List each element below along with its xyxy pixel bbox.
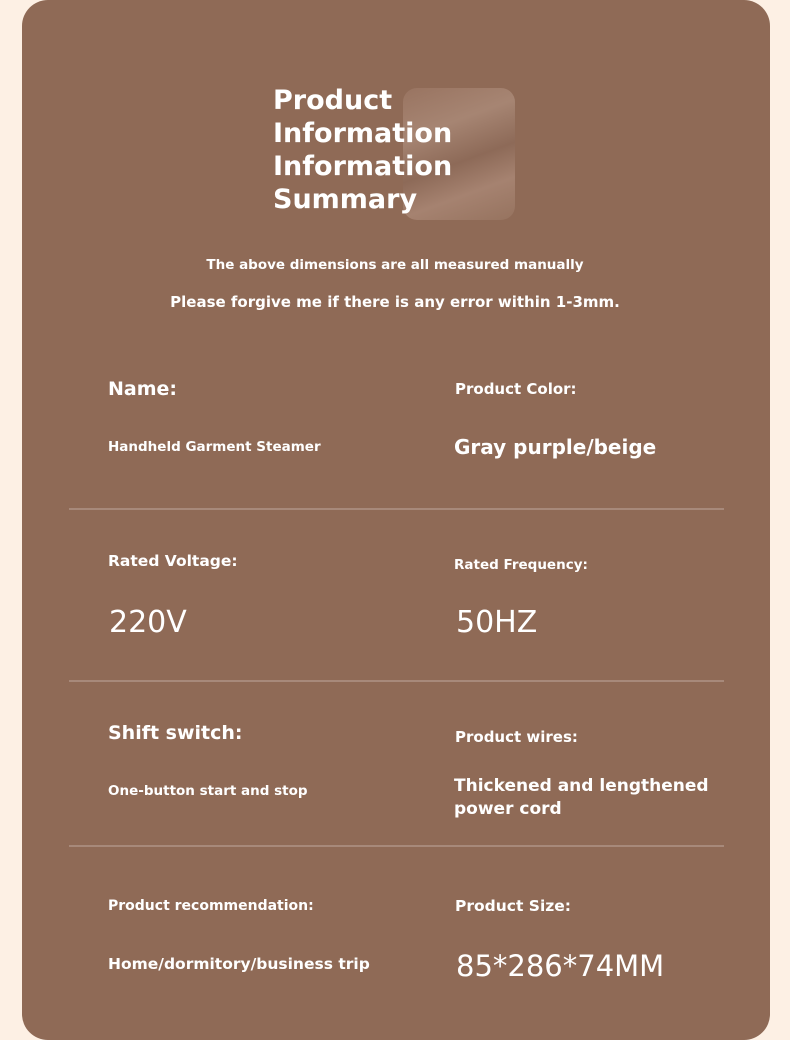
color-value: Gray purple/beige	[454, 435, 657, 459]
title-block	[273, 84, 533, 216]
voltage-value: 220V	[109, 605, 187, 640]
frequency-value: 50HZ	[456, 605, 538, 640]
title-line: Product	[273, 85, 393, 116]
title-line: Information	[273, 151, 453, 182]
divider	[69, 680, 724, 682]
divider	[69, 508, 724, 510]
title-line: Summary	[273, 184, 418, 215]
shift-switch-value: One-button start and stop	[108, 783, 308, 799]
page-title	[273, 84, 533, 216]
error-tolerance-note: Please forgive me if there is any error within 1-3mm.	[170, 293, 620, 311]
recommendation-label: Product recommendation:	[108, 898, 314, 914]
divider	[69, 845, 724, 847]
title-line: Information	[273, 118, 453, 149]
measurement-note: The above dimensions are all measured manually	[206, 257, 584, 273]
size-value: 85*286*74MM	[456, 949, 665, 983]
wires-value-line: power cord	[454, 799, 562, 819]
name-label: Name:	[108, 378, 178, 400]
wires-value	[454, 775, 709, 821]
voltage-label: Rated Voltage:	[108, 552, 238, 570]
wires-label: Product wires:	[455, 728, 578, 746]
name-value: Handheld Garment Steamer	[108, 439, 321, 455]
frequency-label: Rated Frequency:	[454, 557, 588, 573]
wires-value-line: Thickened and lengthened	[454, 776, 709, 796]
shift-switch-label: Shift switch:	[108, 722, 243, 744]
recommendation-value: Home/dormitory/business trip	[108, 955, 370, 973]
size-label: Product Size:	[455, 897, 571, 915]
color-label: Product Color:	[455, 380, 577, 398]
